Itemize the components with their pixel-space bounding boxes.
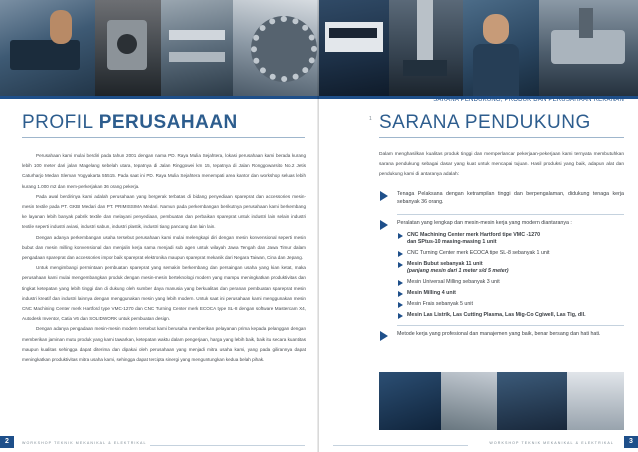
machine-item: CNC Machining Center merk Hartford tipe VMC -1270 dan SPtus-10 masing-masing 1 unit [397,232,624,246]
machine-item: CNC Turning Center merk ECOCA tipe SL-8 sebanyak 1 unit [397,250,624,257]
photo-cnc-panel [319,0,389,96]
profile-paragraph: Perusahaan kami mulai berdiri pada tahun 2001 dengan nama PD. Raya Mulia Sejahtera, lokasi perusahaan kami berada kurang lebih 100 meter dari jalan Magelang sebelah utara, tepatnya di Jalan Ringgowei km 15, tepatnya di Jalan Ronggowarsito No.2 Jetis Caturharjo Medan Sleman Yogyakarta 55515. Pada saat ini PD. Raya Mulia Sejahtera menempati area kantor dan workshop seluas lebih kurang 1.000 m2 dan mem-perkerjakan 36 orang pekerja. [22,153,306,189]
photo-worker-lathe [0,0,95,96]
footer-text: WORKSHOP TEKNIK MEKANIKAL & ELEKTRIKAL [489,441,614,445]
footer-text: WORKSHOP TEKNIK MEKANIKAL & ELEKTRIKAL [22,441,147,445]
photo-cutting-tool [567,372,624,430]
machine-list [397,232,624,319]
intro-paragraph: Dalam menghasilkan kualitas produk tinggi dan memperlancar pekerjaan-pekerjaan kami ternyata membutuhkan sarana pendukung sebagai dasar yang kuat untuk mencapai tujuan. Hasil produksi yang baik, adapun alat dan pendukung kami di antaranya adalah: [379,152,624,178]
triangle-bullet-icon [398,233,403,239]
triangle-bullet-icon [398,251,403,257]
machine-item: Mesin Las Listrik, Las Cutting Plasma, Las Mig-Co Cgiwell, Las Tig, dll. [397,312,624,319]
triangle-bullet-icon [398,313,403,319]
photo-strip-bottom [319,370,638,430]
page-title-sarana: SARANA PENDUKUNG [379,112,591,133]
photo-milling [539,0,638,96]
section-number: 1 [369,116,372,122]
photo-strip-left [0,0,319,96]
bullet-peralatan: Peralatan yang lengkap dan mesin-mesin kerja yang modern diantaranya : [379,219,624,227]
machine-item: Mesin Milling 4 unit [397,290,624,297]
divider [397,325,624,326]
photo-machine-part [95,0,161,96]
triangle-bullet-icon [398,280,403,286]
title-rule-left [22,137,305,138]
divider [397,214,624,215]
footer-right [319,430,638,452]
profile-paragraph: Pada awal berdirinya kami adalah perusahaan yang bergerak terbatas di bidang penyediaan spareprat dan accessories mesin-mesin textile pada PT. GKBI Medari dan PT. PRIMISSIMA Medari. Namun pada perkembangan berikutnya perusahaan kami berkembang ke layanan lebih banyak pabrik textile dan melayani penyediaan, pembuatan dan perbaikan spareprat untuk industri lain selain industri textile seperti industri aviasi, industri sabun, industri plastik, industri tiang pancang dan lain lain. [22,193,306,230]
machine-item: Mesin Universal Milling sebanyak 3 unit [397,279,624,286]
photo-drill [389,0,463,96]
bullet-metode: Metode kerja yang profesional dan manajemen yang baik, benar bersang dan hati hati. [379,330,624,338]
triangle-bullet-icon [398,262,403,268]
profile-paragraph: Dengan adanya pengadaan mesin-mesin modern tersebut kami berusaha memberikan pelayanan prima kepada pelanggan dengan memberikan jaminan mutu produk yang kami tawarkan, ketepatan waktu dalam pengerjaan, harga yang lebih baik, baik itu secara kuantitas maupun kualitas sehingga dapat diterima dan dipakai oleh perusahaan yang menjadi mitra usaha kami, yang pada gilirannya dapat meningkatkan produktivitas mitra usaha kami, sehingga dapat tercipta sinergi yang menguntungkan kedua belah pihak. [22,326,306,363]
photo-gear [233,0,319,96]
header-rule-left [0,96,319,99]
arrow-bullet-icon [380,331,388,341]
page-title-profil: PROFIL PERUSAHAAN [22,112,238,133]
photo-workshop [441,372,497,430]
company-profile-text [22,151,306,365]
page-number: 2 [0,436,14,448]
profile-paragraph: Untuk mengimbangi permintaan pembuatan spareprat yang semakin berkembang dan persaingan usaha yang kian ketat, maka perusahaan kami mulai mengembangkan produk dengan mesin-mesin berteknologi modern yang mampu meningkatkan produktivitas dan tingkat ketepatan yang lebih tinggi dan di dukung oleh sumber daya manusia yang berkualitas dan peranan pembuatan spareprat mesin industri kreatif dan industri lainnya dengan menggunakan mesin yang lebih modern. Untuk saat ini perusahaan kami menggunakan mesin CNC Machining Center merk Hartford type VMC-1270 dan CNC Turning Center merk ECOCA type SL-8 dengan software Mastercam X4, Autodesk Inventor, Catia V6 dan SOLIDWORK untuk pembuatan design. [22,265,306,322]
machine-item: Mesin Bubut sebanyak 11 unit (panjang mesin dari 1 meter s/d 5 meter) [397,261,624,275]
right-page [319,0,638,452]
footer-rule [333,445,468,446]
support-list [379,190,624,338]
arrow-bullet-icon [380,191,388,201]
page-number: 3 [624,436,638,448]
section-kicker: SARANA PENDUKUNG, PRODUK DAN PERUSAHAAN REKANAN [433,97,624,103]
photo-operator [497,372,567,430]
footer-left [0,430,319,452]
title-rule-right [379,137,624,138]
triangle-bullet-icon [398,302,403,308]
machine-item: Mesin Frais sebanyak 5 unit [397,301,624,308]
arrow-bullet-icon [380,220,388,230]
profile-paragraph: Dengan adanya perkembangan usaha tersebut perusahaan kami mulai melengkapi diri dengan mesin konvensional seperti mesin bubut dan mesin milling konvensional dan menjalin kerja sama menjadi sub agen untuk wilayah Jawa Tengah dan Jawa Timur dalam pengadaan spareprat dan accessories impor baik spareprat elektronika maupun spareprat mekanik dari Negara Taiwan, Cina dan Jepang. [22,234,306,261]
photo-welding [379,372,441,430]
photo-engineer [463,0,539,96]
triangle-bullet-icon [398,291,403,297]
footer-rule [150,445,305,446]
bullet-tenaga: Tenaga Pelaksana dengan ketrampilan tinggi dan berpengalaman, didukung tenaga kerja sebanyak 36 orang. [379,190,624,206]
photo-tooling [161,0,233,96]
photo-strip-right [319,0,638,96]
